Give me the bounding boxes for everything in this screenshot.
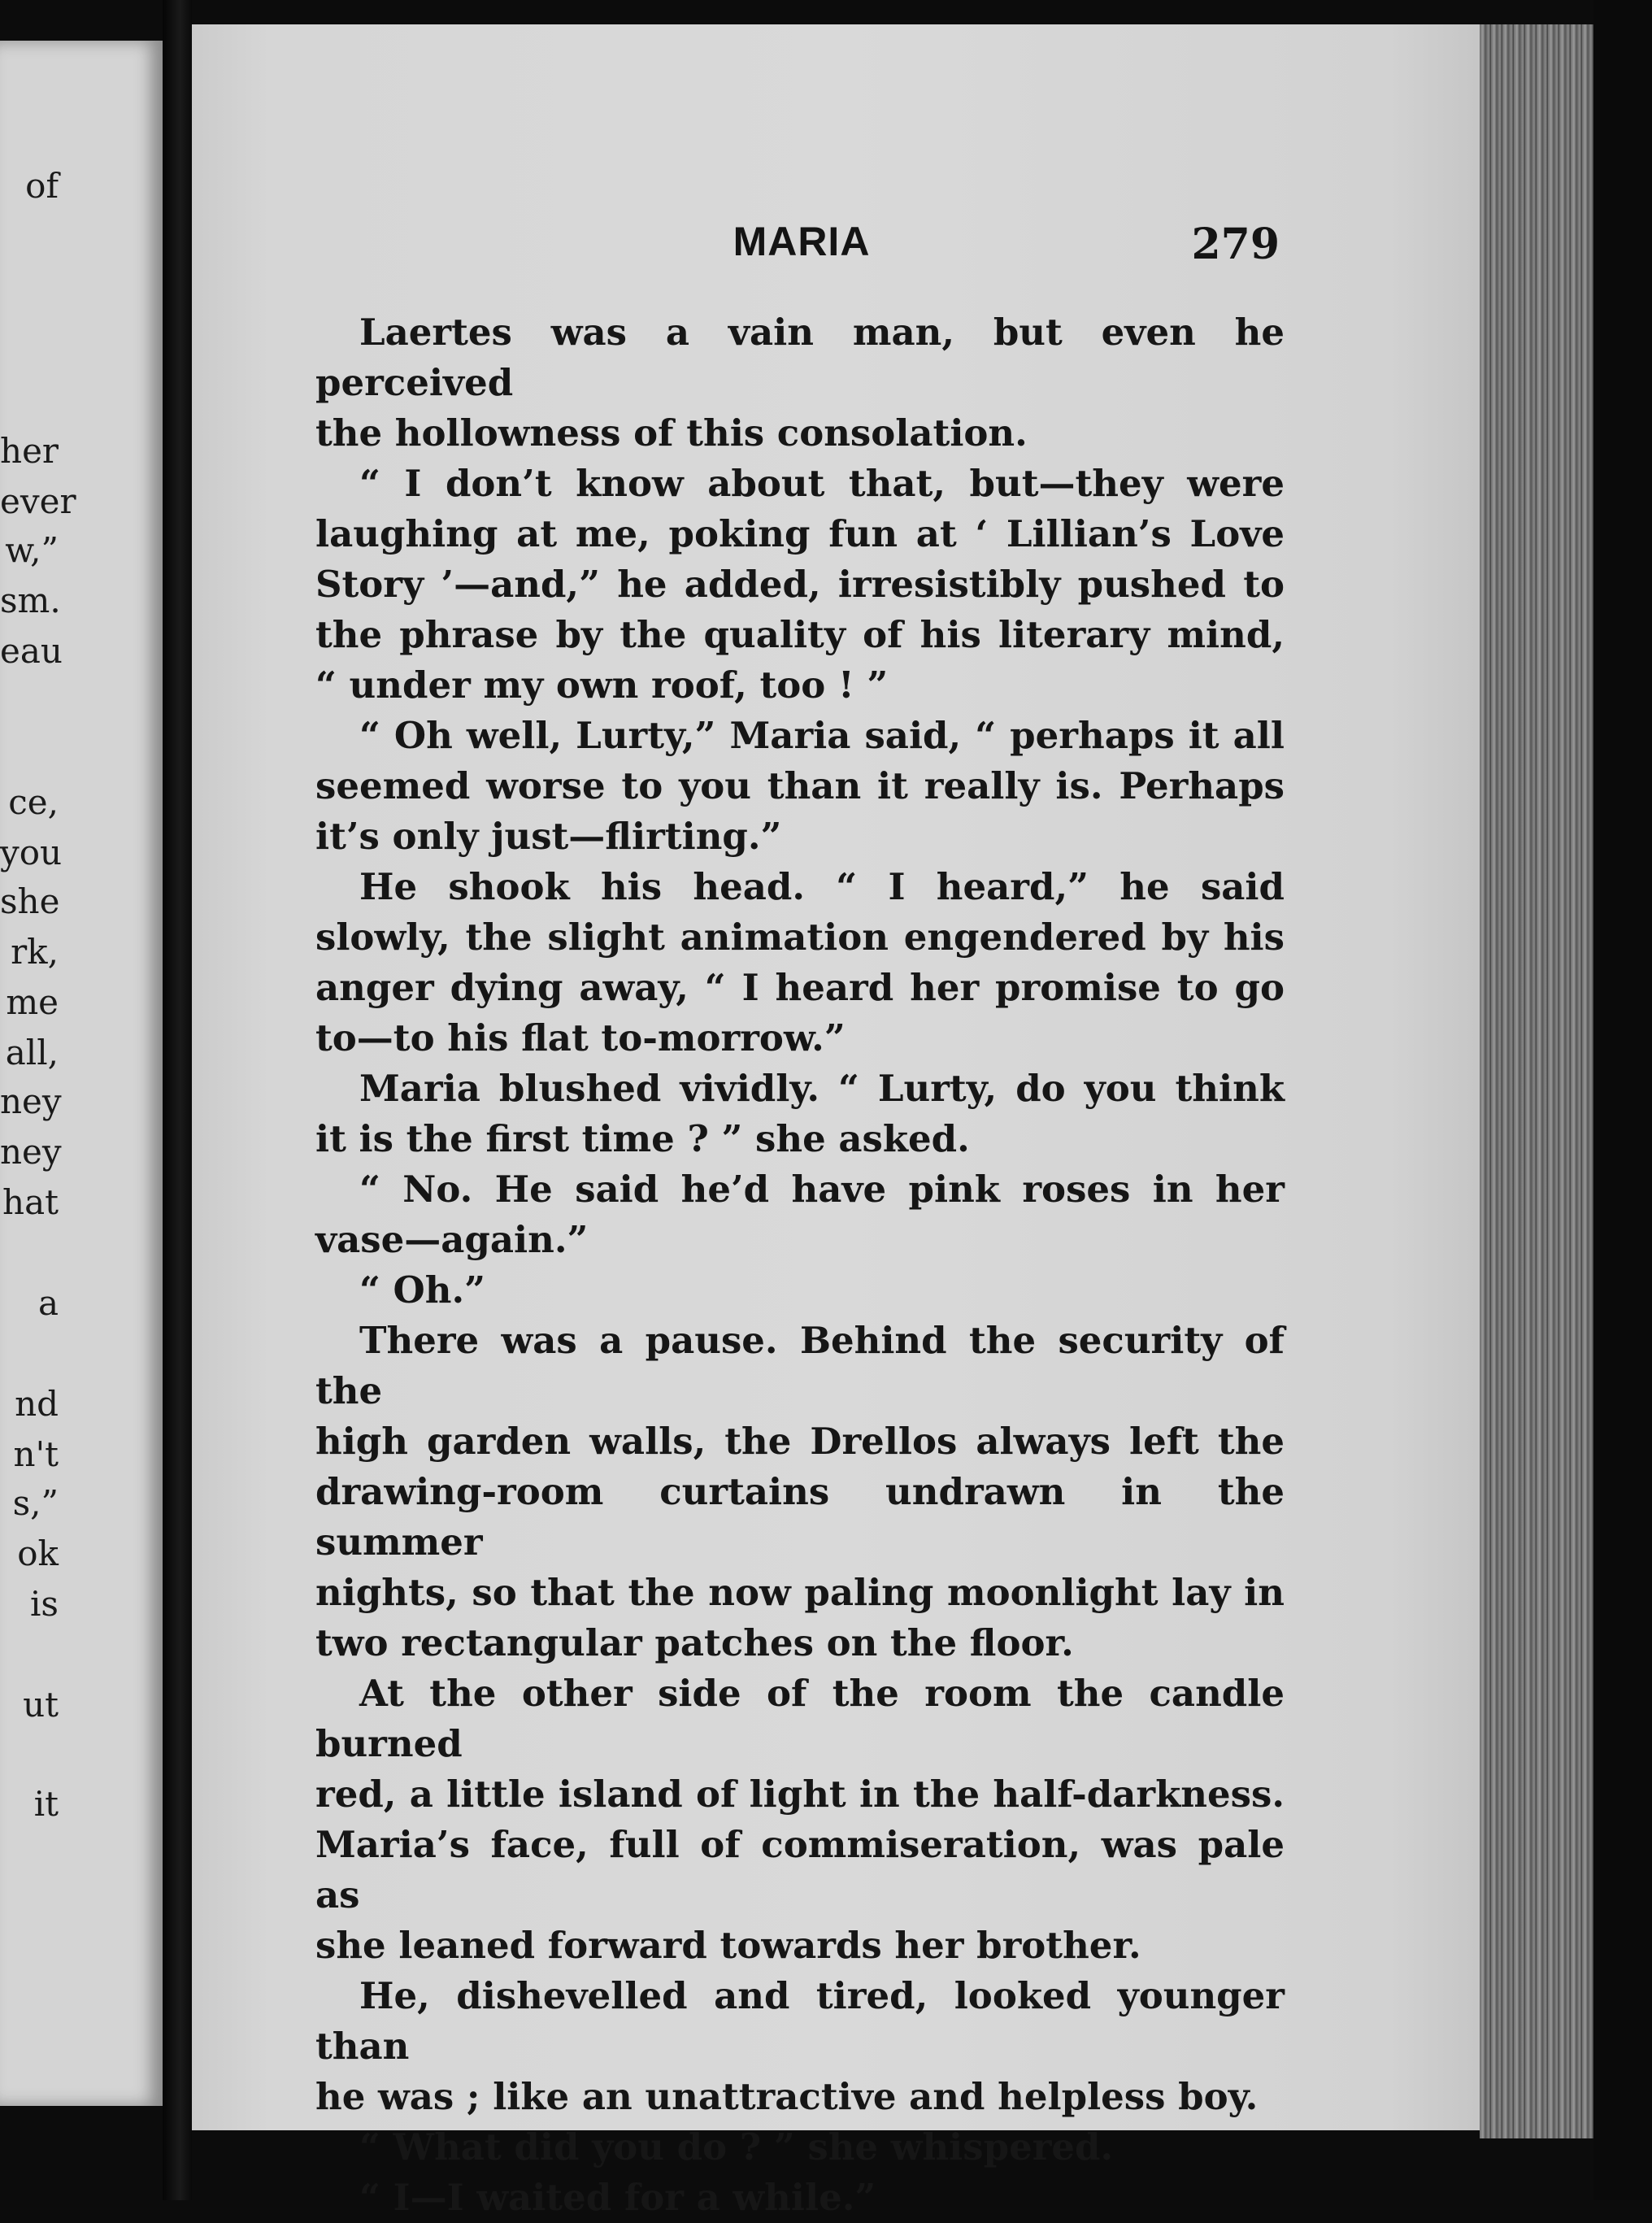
page-edges xyxy=(1480,24,1602,2138)
paragraph xyxy=(315,459,1285,711)
left-page-fragment: hat xyxy=(2,1182,59,1222)
left-page-fragment: is xyxy=(30,1584,59,1624)
left-page-fragment: of xyxy=(25,166,59,206)
text-line: “ Oh well, Lurty,” Maria said, “ perhaps it all xyxy=(359,714,1285,757)
text-line: Laertes was a vain man, but even he perceived xyxy=(315,311,1285,404)
left-page-fragment: n't xyxy=(13,1434,59,1474)
text-line: “ No. He said he’d have pink roses in her xyxy=(359,1168,1285,1211)
text-line: anger dying away, “ I heard her promise to go xyxy=(315,966,1285,1009)
text-line: to—to his flat to-morrow.” xyxy=(315,1016,846,1059)
left-page-fragment: it xyxy=(33,1784,59,1824)
page-number: 279 xyxy=(1191,220,1280,269)
left-page-edge xyxy=(0,41,163,2106)
text-line: high garden walls, the Drellos always left the xyxy=(315,1420,1285,1463)
left-page-fragment: you xyxy=(0,833,63,872)
left-page-fragment: all, xyxy=(5,1033,59,1072)
left-page-fragment: nd xyxy=(15,1384,59,1424)
left-page-fragment: rk, xyxy=(11,932,59,972)
text-line: “ Oh.” xyxy=(359,1268,486,1312)
text-line: “ What did you do ? ” she whispered. xyxy=(359,2125,1114,2169)
page-edge-shadow xyxy=(1593,0,1652,2200)
paragraph xyxy=(315,2173,1285,2223)
text-line: drawing-room curtains undrawn in the summer xyxy=(315,1470,1285,1564)
paragraph xyxy=(315,711,1285,862)
left-page-fragment: w,” xyxy=(5,530,59,570)
paragraph xyxy=(315,862,1285,1064)
text-line: it is the first time ? ” she asked. xyxy=(315,1117,970,1160)
text-line: the hollowness of this consolation. xyxy=(315,411,1028,455)
left-page-fragment: ney xyxy=(0,1132,62,1172)
text-line: the phrase by the quality of his literary mind, xyxy=(315,613,1285,656)
text-line: two rectangular patches on the floor. xyxy=(315,1621,1074,1664)
text-line: There was a pause. Behind the security of the xyxy=(315,1319,1285,1412)
running-header xyxy=(319,218,1285,270)
left-page-fragment: she xyxy=(0,881,60,921)
text-line: vase—again.” xyxy=(315,1218,589,1261)
left-page-fragment: s,” xyxy=(12,1483,59,1523)
paragraph xyxy=(315,1971,1285,2122)
left-page-fragment: ut xyxy=(23,1685,59,1725)
running-title: MARIA xyxy=(733,219,871,264)
text-line: “ under my own roof, too ! ” xyxy=(315,663,889,707)
text-line: slowly, the slight animation engendered by his xyxy=(315,916,1285,959)
paragraph xyxy=(315,1316,1285,1668)
left-page-fragment: sm. xyxy=(0,581,61,620)
book-gutter xyxy=(163,0,192,2200)
text-line: He shook his head. “ I heard,” he said xyxy=(359,865,1285,908)
text-line: Story ’—and,” he added, irresistibly pushed to xyxy=(315,563,1285,606)
paragraph xyxy=(315,2122,1285,2173)
paragraph xyxy=(315,1064,1285,1164)
text-line: “ I don’t know about that, but—they were xyxy=(359,462,1285,505)
paragraph xyxy=(315,1265,1285,1316)
text-line: it’s only just—flirting.” xyxy=(315,815,782,858)
text-line: Maria’s face, full of commiseration, was pale as xyxy=(315,1823,1285,1916)
text-line: At the other side of the room the candle burned xyxy=(315,1672,1285,1765)
text-line: she leaned forward towards her brother. xyxy=(315,1924,1141,1967)
text-line: “ I—I waited for a while.” xyxy=(359,2176,876,2219)
paragraph xyxy=(315,307,1285,459)
text-line: seemed worse to you than it really is. Perhaps xyxy=(315,764,1285,807)
text-line: laughing at me, poking fun at ‘ Lillian’s Love xyxy=(315,512,1285,555)
text-line: Maria blushed vividly. “ Lurty, do you think xyxy=(359,1067,1285,1110)
left-page-fragment: me xyxy=(6,982,59,1022)
left-page-fragment: ok xyxy=(17,1533,59,1573)
text-line: nights, so that the now paling moonlight lay in xyxy=(315,1571,1285,1614)
paragraph xyxy=(315,1668,1285,1971)
left-page-fragment: ce, xyxy=(8,782,59,822)
text-line: red, a little island of light in the half-darkness. xyxy=(315,1773,1285,1816)
text-line: He, dishevelled and tired, looked younger than xyxy=(315,1974,1285,2068)
left-page-fragment: eau xyxy=(0,631,63,671)
paragraph xyxy=(315,1164,1285,1265)
left-page-fragment: ever xyxy=(0,481,76,521)
left-page-fragment: her xyxy=(0,431,59,471)
text-line: he was ; like an unattractive and helpless boy. xyxy=(315,2075,1259,2118)
left-page-fragment: ney xyxy=(0,1081,62,1121)
body-text xyxy=(315,307,1285,2223)
left-page-fragment: a xyxy=(37,1283,59,1323)
